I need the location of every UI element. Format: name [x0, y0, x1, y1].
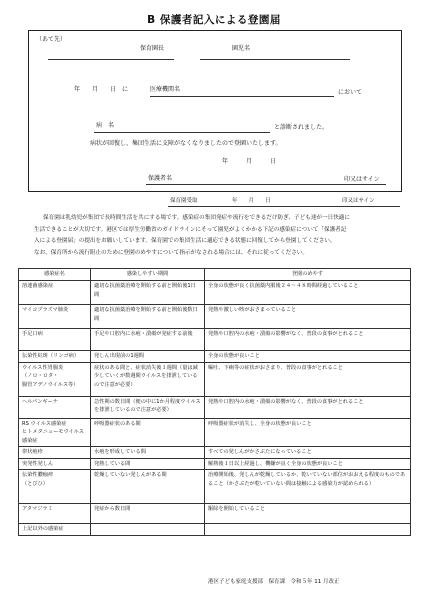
period-cell: 水疱を形成している間: [91, 447, 205, 459]
period-cell: 呼吸器症状のある間: [91, 418, 205, 447]
notice-line-1: 保育園は乳幼児が集団で長時間生活を共にする場です。感染症の集団発症や流行をできるだけ防ぎ、子ども達が一日快適に: [43, 215, 350, 221]
period-cell: 適切な抗菌薬治療を開始する前と開始後数日間: [91, 305, 205, 329]
period-cell: 発熱している間: [91, 458, 205, 470]
guide-cell: 駆除を開始していること: [205, 504, 411, 524]
disease-name-cell: 溶連菌感染症: [19, 281, 91, 305]
header-disease: 感染症名: [19, 269, 91, 281]
table-row: [19, 351, 411, 363]
submission-date: 年 月 日: [222, 158, 277, 165]
at-clinic-text: において: [338, 89, 363, 96]
disease-name-cell: ヘルパンギーナ: [19, 396, 91, 418]
table-row: [19, 396, 411, 418]
disease-name-cell: ウイルス性胃腸炎 （ノロ・ロタ・ 腸管アデノウイルス等）: [19, 362, 91, 396]
guide-cell: 治療開始後、発しんが乾燥しているか、乾いていない部位がおおえる程度のものであること（かさぶたが乾いていない間は接触による感染力が認められる）: [205, 470, 411, 504]
disease-name-cell: 帯状疱疹: [19, 447, 91, 459]
notice-paragraph: [34, 213, 392, 259]
guardian-name-line[interactable]: [146, 184, 386, 185]
disease-name-cell: マイコプラズマ肺炎: [19, 305, 91, 329]
disease-name-cell: 上記以外の感染症: [19, 524, 91, 536]
notice-line-2: 生活できることが大切です。港区では厚生労働省のガイドラインにそって園児がよくかかる下記の感染症について「保護者記: [34, 226, 347, 233]
guide-cell: [205, 524, 411, 536]
disease-name-cell: アタマジラミ: [19, 504, 91, 524]
table-header-row: [19, 269, 411, 281]
period-cell: 適切な抗菌薬治療を開始する前と開始後1日間: [91, 281, 205, 305]
clinic-label: 医療機関名: [150, 86, 181, 93]
table-row: [19, 362, 411, 396]
recovered-text: 病状が回復し、集団生活に支障がなくなりましたので登園いたします。: [90, 140, 282, 147]
period-cell: [91, 524, 205, 536]
guide-cell: 解熱後１日以上経過し、機嫌が良く全身の状態が良いこと: [205, 458, 411, 470]
notice-line-4: なお、保育所から流行阻止のために登園のめやすについて指示がなされる場合には、それに従ってください。: [34, 249, 308, 256]
guide-cell: すべての発しんがかさぶたになっていること: [205, 447, 411, 459]
guide-cell: 発熱や激しい咳がおさまっていること: [205, 305, 411, 329]
table-row: [19, 305, 411, 329]
header-period: 感染しやすい期間: [91, 269, 205, 281]
clinic-name-line[interactable]: [150, 96, 334, 97]
table-row: [19, 329, 411, 351]
center-head-line[interactable]: [48, 59, 174, 60]
child-name-label: 園児名: [232, 45, 251, 52]
receipt-label: 保育園受取: [170, 198, 198, 204]
table-row: [19, 281, 411, 305]
page-title: B 保護者記入による登園届: [147, 14, 281, 26]
guardian-signature-label: 印又はサイン: [344, 176, 380, 183]
period-cell: 発症から数日間: [91, 504, 205, 524]
visit-date-label: 年 月 日 に: [74, 86, 129, 93]
table-row: [19, 447, 411, 459]
diagnosed-text: と診断されました。: [274, 124, 329, 131]
disease-label: 病 名: [96, 122, 115, 129]
table-row: [19, 470, 411, 504]
period-cell: 急性期の数日間（便の中に1か月程度ウイルスを排泄しているので注意が必要）: [91, 396, 205, 418]
addressee-label: （あて先）: [36, 36, 67, 43]
disease-name-cell: 突発性発しん: [19, 458, 91, 470]
disease-name-line[interactable]: [94, 132, 270, 133]
table-row: [19, 458, 411, 470]
receipt-line: [168, 206, 400, 207]
period-cell: 乾燥していない発しんがある間: [91, 470, 205, 504]
guardian-label: 保護者名: [148, 175, 173, 182]
disease-name-cell: 伝染性膿痂疹 （とびひ）: [19, 470, 91, 504]
disease-name-cell: 伝染性紅斑（リンゴ病）: [19, 351, 91, 363]
receipt-date: 年 月 日: [232, 198, 271, 204]
period-cell: 発しん出現前の1週間: [91, 351, 205, 363]
table-row: [19, 524, 411, 536]
disease-name-cell: 手足口病: [19, 329, 91, 351]
notice-line-3: 入による登園届」の提出をお願いしています。保育園での集団生活に適応できる状態に回復してから登園してください。: [34, 238, 336, 244]
guide-cell: 呼吸器症状が消失し、全身の状態が良いこと: [205, 418, 411, 447]
header-guide: 登園のめやす: [205, 269, 411, 281]
receipt-signature: 印又はサイン: [342, 198, 375, 204]
registration-form: [28, 30, 402, 192]
table-row: [19, 504, 411, 524]
guide-cell: 全身の状態が良く抗菌薬内服後２４～４８時間経過していること: [205, 281, 411, 305]
guide-cell: 発熱や口腔内の水疱・潰瘍の影響がなく、普段の食事がとれること: [205, 329, 411, 351]
center-head-label: 保育園長: [140, 45, 165, 52]
period-cell: 手足や口腔内に水疱・潰瘍が発症する前後: [91, 329, 205, 351]
child-name-line[interactable]: [200, 59, 350, 60]
guide-cell: 嘔吐、下痢等の症状がおさまり、普段の食事がとれること: [205, 362, 411, 396]
guide-cell: 発熱や口腔内の水疱・潰瘍の影響がなく、普段の食事がとれること: [205, 396, 411, 418]
disease-name-cell: RS ウイルス感染症 ヒトメタニューモウイルス感染症: [19, 418, 91, 447]
period-cell: 症状のある間と、症状消失後１週間（量は減少していくが数週間ウイルスを排泄しているので注意が必要）: [91, 362, 205, 396]
footer-note: 港区子ども家庭支援部 保育課 令和５年 11 月改正: [208, 579, 340, 585]
table-row: [19, 418, 411, 447]
disease-table: [18, 268, 411, 536]
guide-cell: 全身の状態が良いこと: [205, 351, 411, 363]
